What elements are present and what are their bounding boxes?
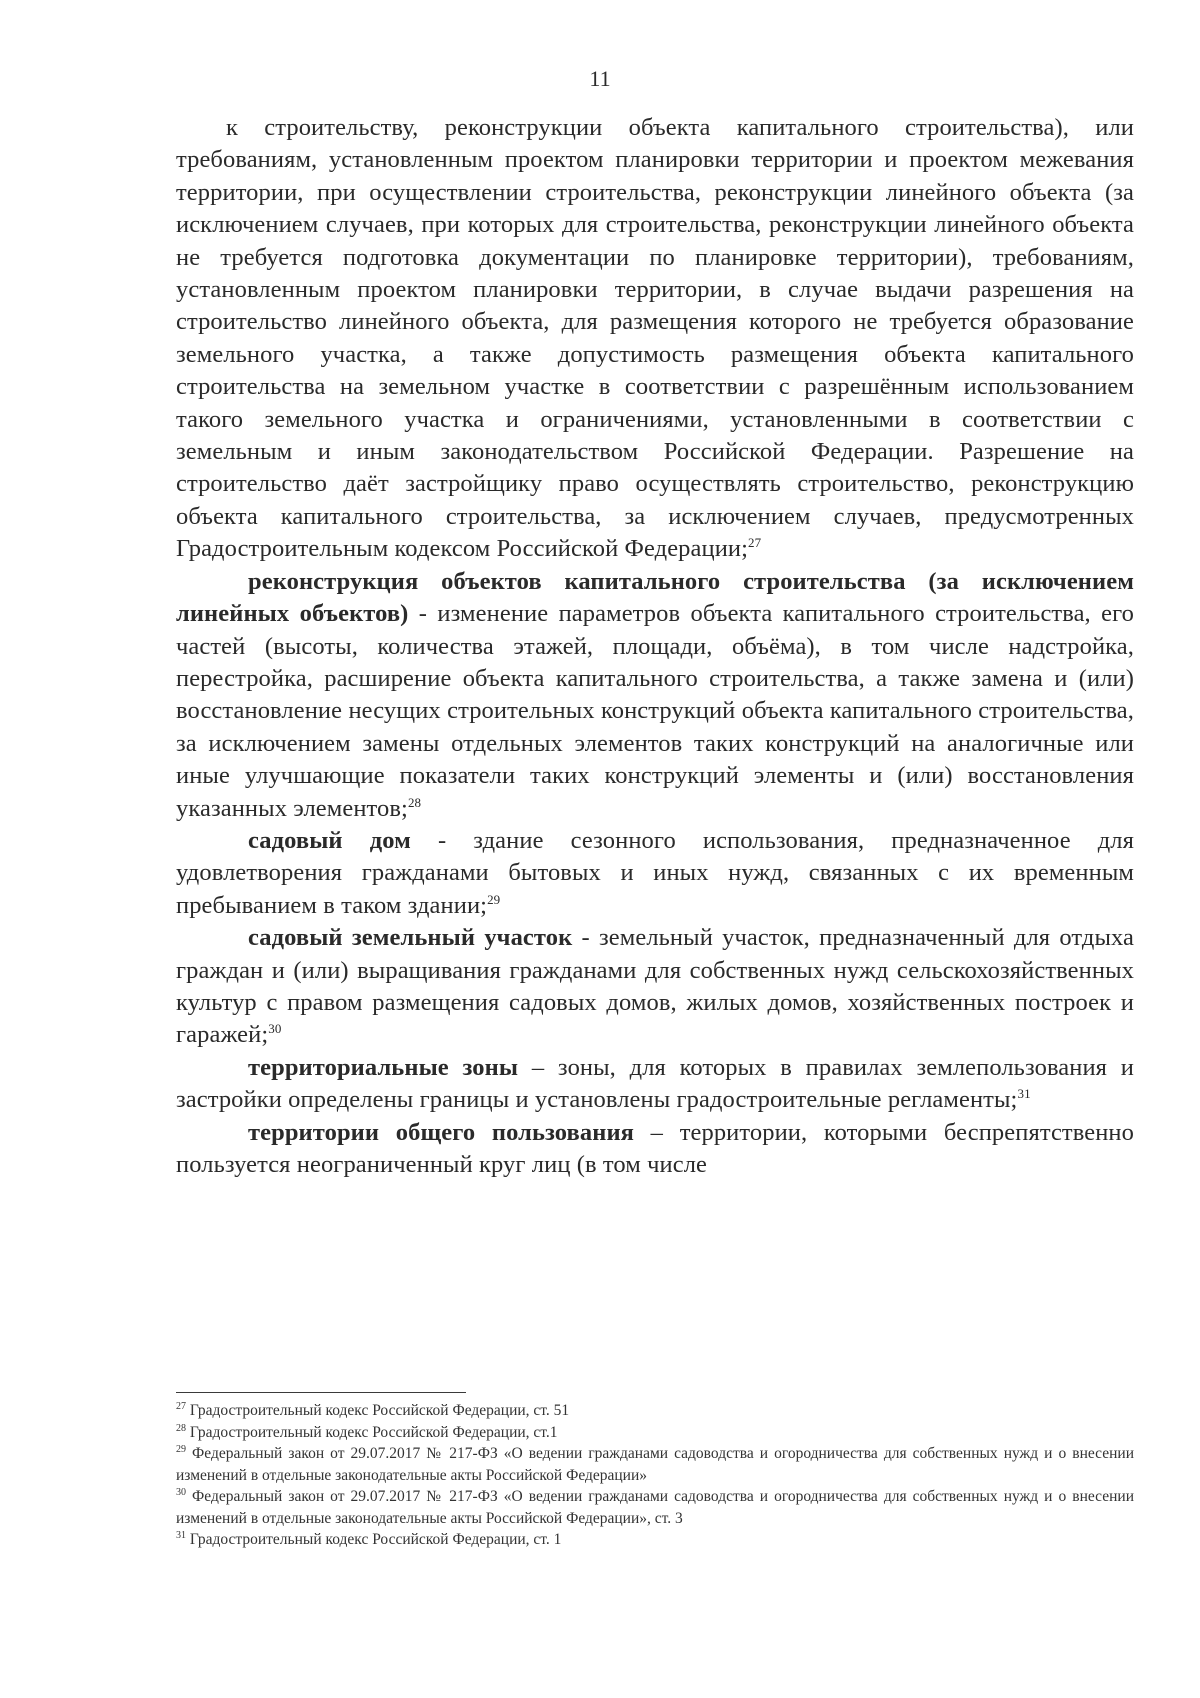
- definition-garden-plot: [176, 922, 1134, 1052]
- footnote-ref: 27: [748, 535, 762, 551]
- page-number: 11: [589, 66, 611, 91]
- definition-garden-house: [176, 825, 1134, 922]
- paragraph-text: к строительству, реконструкции объекта капитального строительства), или требованиям, установленным проектом планировки территории и проектом межевания территории, при осуществлении строительства, реконструкции линейного объекта (за исключением случаев, при которых для строительства, реконструкции линейного объекта не требуется подготовка документации по планировке территории), требованиям, установленным проектом планировки территории, в случае выдачи разрешения на строительство линейного объекта, для размещения которого не требуется образование земельного участка, а также допустимость размещения объекта капитального строительства на земельном участке в соответствии с разрешённым использованием такого земельного участка и ограничениями, установленными в соответствии с земельным и иным законодательством Российской Федерации. Разрешение на строительство даёт застройщику право осуществлять строительство, реконструкцию объекта капитального строительства, за исключением случаев, предусмотренных Градостроительным кодексом Российской Федерации;: [176, 114, 1134, 563]
- document-body: [176, 112, 1134, 1181]
- footnote-text: Градостроительный кодекс Российской Федерации, ст. 1: [186, 1531, 562, 1548]
- footnote-28: [176, 1422, 1134, 1444]
- footnote-31: [176, 1529, 1134, 1551]
- definition-public-territories: [176, 1117, 1134, 1182]
- footnotes: [176, 1400, 1134, 1551]
- footnote-text: Федеральный закон от 29.07.2017 № 217-ФЗ «О ведении гражданами садоводства и огородничества для собственных нужд и о внесении изменений в отдельные законодательные акты Российской Федерации», ст. 3: [176, 1488, 1134, 1527]
- definition-text: - здание сезонного использования, предназначенное для удовлетворения гражданами бытовых и иных нужд, связанных с их временным пребыванием в таком здании;: [176, 826, 1134, 919]
- footnote-29: [176, 1443, 1134, 1486]
- footnote-27: [176, 1400, 1134, 1422]
- footnote-number: 27: [176, 1400, 186, 1412]
- footnote-text: Градостроительный кодекс Российской Федерации, ст.1: [186, 1423, 558, 1441]
- definition-text: – зоны, для которых в правилах землепользования и застройки определены границы и установлены градостроительные регламенты;: [176, 1053, 1134, 1114]
- definition-term: территории общего пользования: [248, 1118, 635, 1146]
- footnote-ref: 28: [407, 794, 422, 810]
- definition-reconstruction: [176, 566, 1134, 825]
- definition-term: садовый земельный участок: [248, 924, 573, 952]
- definition-territorial-zones: [176, 1052, 1134, 1117]
- footnote-text: Градостроительный кодекс Российской Федерации, ст. 51: [186, 1402, 570, 1419]
- footnote-separator: [176, 1392, 466, 1393]
- footnote-number: 28: [176, 1422, 186, 1434]
- definition-text: - изменение параметров объекта капитального строительства, его частей (высоты, количества этажей, площади, объёма), в том числе надстройка, перестройка, расширение объекта капитального строительства, а также замена и (или) восстановление несущих строительных конструкций объекта капитального строительства, за исключением замены отдельных элементов таких конструкций на аналогичные или иные улучшающие показатели таких конструкций элементы и (или) восстановления указанных элементов;: [176, 600, 1134, 822]
- footnote-number: 29: [176, 1443, 186, 1455]
- footnote-ref: 31: [1017, 1086, 1031, 1102]
- definition-term: реконструкция объектов капитального строительства (за исключением линейных объектов): [176, 567, 1134, 628]
- footnote-text: Федеральный закон от 29.07.2017 № 217-ФЗ «О ведении гражданами садоводства и огородничества для собственных нужд и о внесении изменений в отдельные законодательные акты Российской Федерации»: [176, 1445, 1134, 1484]
- definition-text: – территории, которыми беспрепятственно пользуется неограниченный круг лиц (в том числе: [176, 1118, 1134, 1178]
- footnote-number: 30: [176, 1486, 186, 1498]
- footnote-number: 31: [176, 1529, 186, 1541]
- definition-term: садовый дом: [248, 826, 411, 854]
- footnote-ref: 29: [487, 891, 501, 907]
- definition-text: - земельный участок, предназначенный для отдыха граждан и (или) выращивания гражданами для собственных нужд сельскохозяйственных культур с правом размещения садовых домов, жилых домов, хозяйственных построек и гаражей;: [176, 924, 1135, 1049]
- paragraph-continuation: [176, 112, 1134, 566]
- definition-term: территориальные зоны: [248, 1053, 519, 1081]
- footnote-ref: 30: [268, 1021, 282, 1037]
- footnote-30: [176, 1486, 1134, 1529]
